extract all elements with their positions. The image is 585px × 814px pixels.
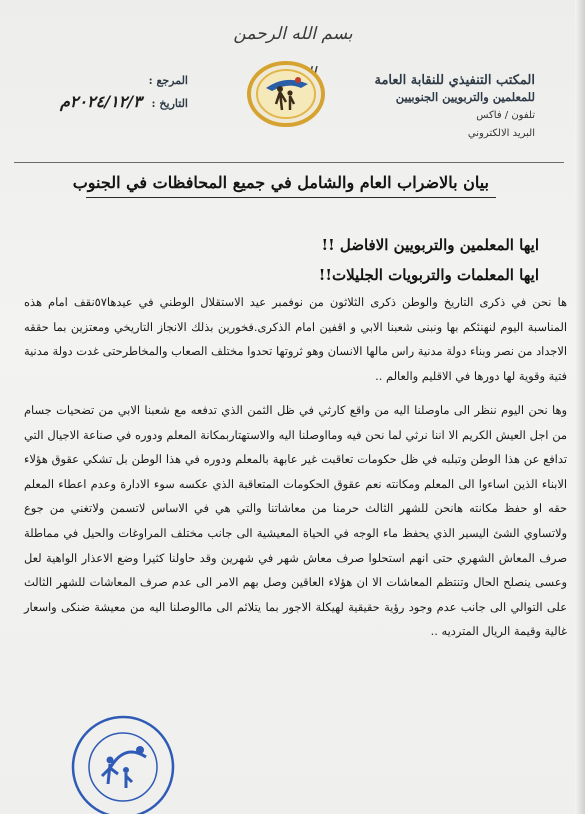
union-stamp-icon [68,712,178,814]
page-edge-shadow [575,0,585,814]
reference-block [28,70,188,114]
organization-subtitle: للمعلمين والتربويين الجنوبيين [395,90,535,104]
date-row [28,91,188,114]
greeting-teachers-male: ايها المعلمين والتربويين الافاضل !! [321,236,539,254]
body-paragraph-1: ها نحن في ذكرى التاريخ والوطن ذكرى الثلاثون من نوفمبر عيد الاستقلال الوطني في عيدها٥٧نقف امام هذه المناسبة اليوم لنهنئكم بها ونبنى شعبنا الابي و اقفين امام الذكرى.فخورين بذلك الانجاز التاريخي ومعتزين بما حققه الاجداد من نصر وبناء دولة مدنية راس مالها الانسان وهو ثروتها تحدوا مختلف الصعاب والمخاطرحتى غدت دولة مدنية فتية وقوية لها دورها في الاقليم والعالم .. [24,295,567,383]
organization-block [345,72,535,142]
email-label: البريد الالكتروني [467,128,535,139]
document-title: بيان بالاضراب العام والشامل في جميع المحافظات في الجنوب [72,173,489,192]
phone-fax-label: تلفون / فاكس [476,110,535,121]
title-underline [86,197,496,198]
union-logo-icon [246,58,326,130]
date-value: ٢٠٢٤/١٢/٣م [59,92,142,111]
bismillah-calligraphy: بسم الله الرحمن [233,24,353,44]
date-label: التاريخ : [151,97,188,110]
organization-name: المكتب التنفيذي للنقابة العامة [374,73,535,88]
header-divider [14,162,564,163]
body-paragraph-2: وها نحن اليوم ننظر الى ماوصلنا اليه من واقع كارثي في ظل الثمن الذي تدفعه مع شعبنا الابي من تضحيات جسام من اجل العيش الكريم الا اننا نرثي لما نحن فيه ومااوصلنا اليه والاستهتاربمكانة المعلم ودوره في صناعة الاجيال التي تدافع عن هذا الوطن وتبلبه في ظل حكومات تعاقبت غير عابهة بالمعلم ودوره في هذا الوطن بل تشكي عقوق هؤلاء الابناء الذين اساءوا الى المعلم ومكانته نعم عقوق الحكومات المتعاقبة الذي عكسه سوء الادارة وعدم اعطاء المعلم حقه او حفظ مكانته هانحن للشهر الثالث حرمنا من معاشاتنا والتي هي في الاساس لاتسمن ولاتغني من جوع ولاتساوي الشئ اليسير الذي يحفظ ماء الوجه في الحياة المعيشية الى جانب مختلف المراوغات والحيل في مماطلة صرف المعاش الشهري حتى انهم استحلوا صرف معاش شهر في شهرين وقد حاولنا كثيرا وضع الاعذار الواهية لعل وعسى ينصلح الحال وتنتظم المعاشات الا ان هؤلاء العاقين وصل بهم الامر الى عدم صرف المعاشات للشهر الثالث على التوالي الى جانب عدم وجود رؤية حقيقية لهيكلة الاجور بما يتلائم الى ماالوصلنا اليه من معيشة ضنكى واسعار غالية وقيمة الريال المترديه .. [24,403,567,639]
greeting-teachers-female: ايها المعلمات والتربويات الجليلات!! [318,266,539,284]
reference-label: المرجع : [148,74,188,87]
